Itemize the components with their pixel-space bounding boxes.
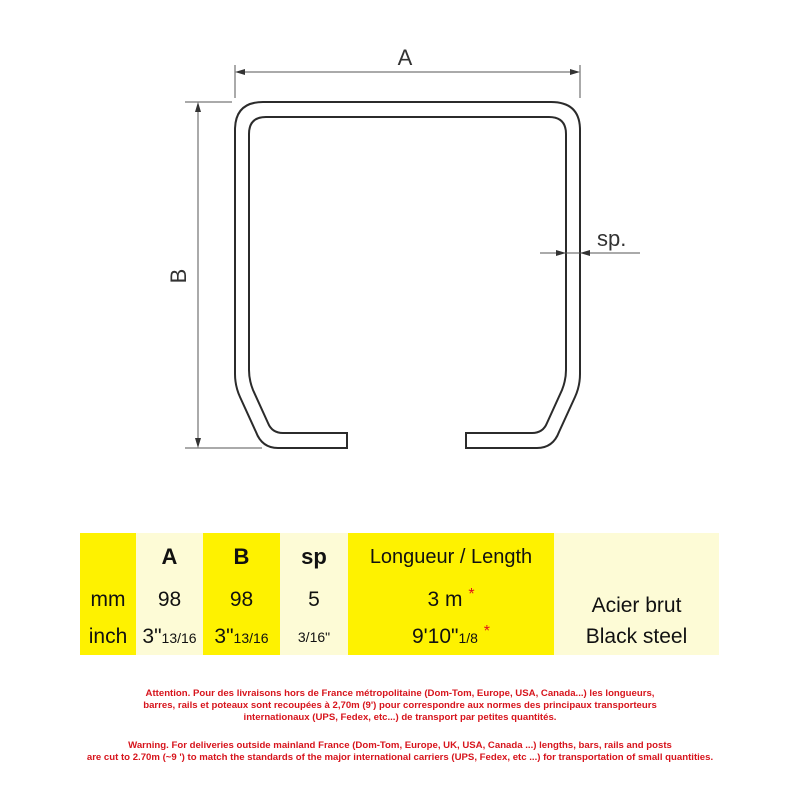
length-inch [348,618,554,655]
header-sp: sp [280,533,348,581]
sp-mm: 5 [280,581,348,618]
table-row [80,618,719,655]
asterisk: * [468,585,475,603]
sp-inch: 3/16" [280,618,348,655]
a-inch [136,618,203,655]
length-mm [348,581,554,618]
material-fr: Acier brut [554,581,719,618]
corner-cell [80,533,136,581]
notice-line: barres, rails et poteaux sont recoupées à 2,70m (9') pour correspondre aux normes des principaux transporteurs [143,700,657,711]
spec-header-row [80,533,719,581]
asterisk: * [483,622,491,640]
unit-mm: mm [80,581,136,618]
notice-french [40,688,760,724]
a-mm: 98 [136,581,203,618]
profile-outer-outline [235,102,580,448]
dimension-b-label: B [166,268,191,284]
notice-english [40,740,760,764]
header-a: A [136,533,203,581]
header-material [554,533,719,581]
notice-line: are cut to 2.70m (~9 ') to match the standards of the major international carriers (UPS, Fedex, etc ...) for transportation of small quantities. [86,752,714,763]
length-mm-value: 3 m [427,587,463,611]
length-inch-value: 9'10" [411,624,459,648]
a-inch-value: 3" [142,624,162,648]
dimension-b [166,102,262,448]
a-inch-fraction: 13/16 [161,629,197,646]
notice-line: Warning. For deliveries outside mainland France (Dom-Tom, Europe, UK, USA, Canada ...) lengths, bars, rails and posts [128,740,672,751]
notice-line: internationaux (UPS, Fedex, etc...) de transport par petites quantités. [243,712,557,723]
b-mm: 98 [203,581,280,618]
dimension-a [235,45,580,98]
table-row [80,581,719,618]
spec-table [80,533,719,655]
header-length: Longueur / Length [348,533,554,581]
b-inch-fraction: 13/16 [233,629,269,646]
length-inch-fraction: 1/8 [458,629,478,646]
unit-inch: inch [80,618,136,655]
notice-line: Attention. Pour des livraisons hors de France métropolitaine (Dom-Tom, Europe, USA, Canada...) les longueurs, [145,688,655,699]
dimension-a-label: A [397,45,413,70]
material-en: Black steel [554,618,719,655]
dimension-sp-label: sp. [597,226,627,251]
header-b: B [203,533,280,581]
b-inch-value: 3" [214,624,234,648]
dimension-sp [540,226,640,256]
b-inch [203,618,280,655]
